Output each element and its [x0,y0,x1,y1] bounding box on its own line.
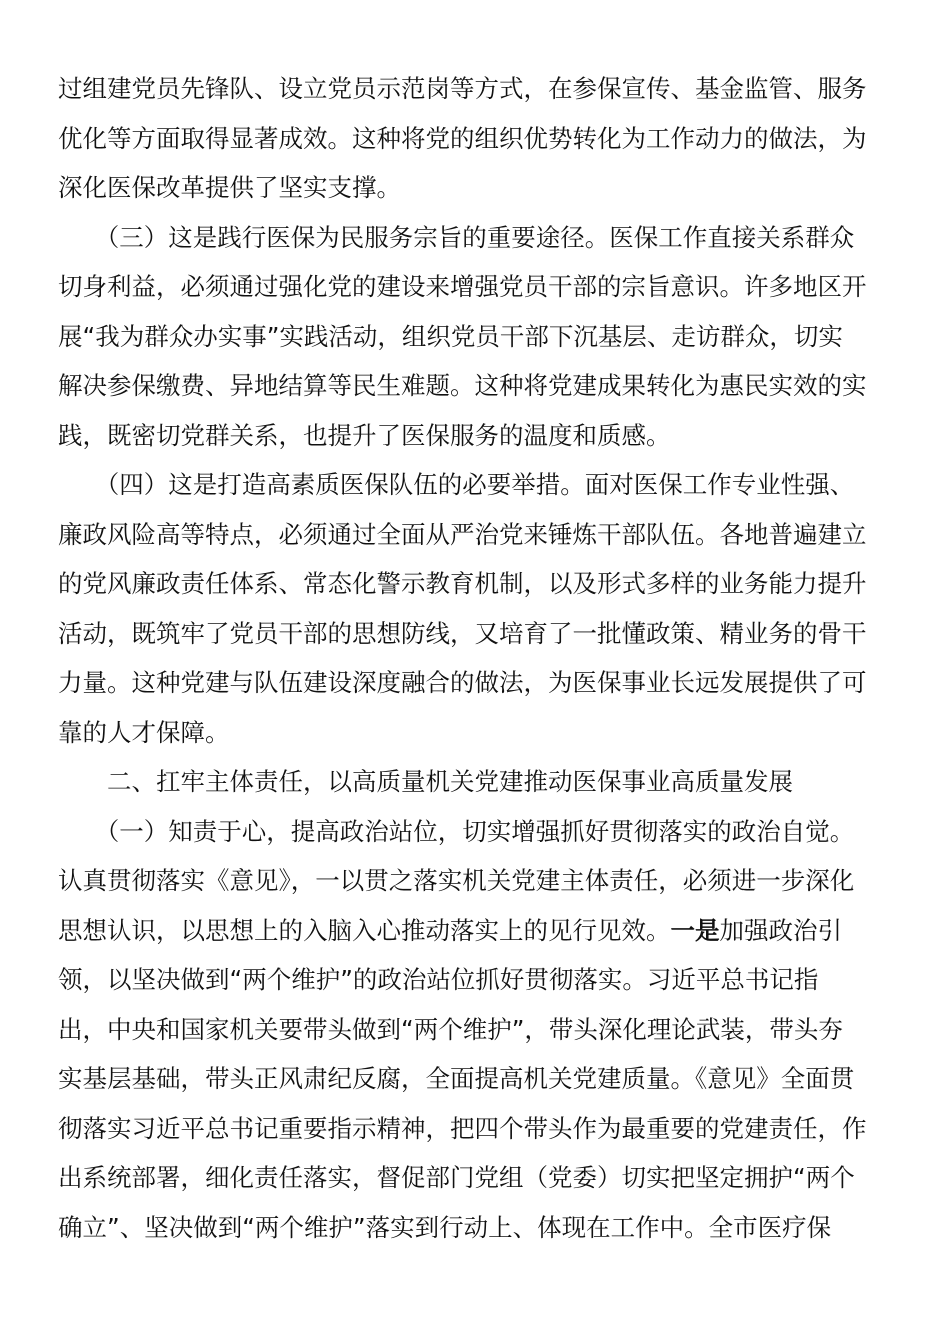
text-segment: 二、扛牢主体责任，以高质量机关党建推动医保事业高质量发展 [58,767,793,796]
text-line [58,609,878,659]
text-line [58,213,878,263]
text-segment: 加强政治引 [719,915,842,945]
text-segment: 认真贯彻落实《意见》，一以贯之落实机关党建主体责任，必须进一步深化 [58,866,855,895]
text-line [58,1005,878,1055]
text-line [58,262,878,312]
text-line [58,955,878,1005]
text-line [58,510,878,560]
text-segment: （三）这是践行医保为民服务宗旨的重要途径。医保工作直接关系群众 [58,222,855,252]
text-segment: 廉政风险高等特点，必须通过全面从严治党来锤炼干部队伍。各地普遍建立 [58,519,867,549]
text-segment: 力量。这种党建与队伍建设深度融合的做法，为医保事业长远发展提供了可 [58,668,867,697]
text-line [58,1104,878,1154]
text-line [58,559,878,609]
text-segment: 领，以坚决做到“两个维护”的政治站位抓好贯彻落实。习近平总书记指 [58,965,819,994]
text-line [58,1054,878,1104]
text-segment: 活动，既筑牢了党员干部的思想防线，又培育了一批懂政策、精业务的骨干 [58,618,867,648]
text-segment: 出系统部署，细化责任落实，督促部门党组（党委）切实把坚定拥护“两个 [58,1163,855,1192]
text-line [58,856,878,906]
text-line [58,1203,878,1253]
text-segment: 切身利益，必须通过强化党的建设来增强党员干部的宗旨意识。许多地区开 [58,272,867,301]
text-segment: （一）知责于心，提高政治站位，切实增强抓好贯彻落实的政治自觉。 [58,816,855,846]
text-segment: 思想认识，以思想上的入脑入心推动落实上的见行见效。 [58,915,671,945]
text-segment: 的党风廉政责任体系、常态化警示教育机制，以及形式多样的业务能力提升 [58,569,867,598]
text-segment: 彻落实习近平总书记重要指示精神，把四个带头作为最重要的党建责任，作 [58,1113,867,1143]
text-line [58,757,878,807]
text-segment: 靠的人才保障。 [58,717,230,747]
text-line [58,163,878,213]
text-segment: 过组建党员先锋队、设立党员示范岗等方式，在参保宣传、基金监管、服务 [58,74,867,103]
text-segment: 实基层基础，带头正风肃纪反腐，全面提高机关党建质量。《意见》全面贯 [58,1064,855,1093]
text-line [58,460,878,510]
text-segment: 确立”、坚决做到“两个维护”落实到行动上、体现在工作中。全市医疗保 [58,1212,832,1242]
text-line [58,807,878,857]
text-segment: 解决参保缴费、异地结算等民生难题。这种将党建成果转化为惠民实效的实 [58,371,867,400]
text-line [58,64,878,114]
text-line [58,906,878,956]
text-line [58,114,878,164]
text-segment: 践，既密切党群关系，也提升了医保服务的温度和质感。 [58,420,671,450]
text-segment: 优化等方面取得显著成效。这种将党的组织优势转化为工作动力的做法，为 [58,123,867,153]
text-segment: 深化医保改革提供了坚实支撑。 [58,173,401,202]
text-line [58,312,878,362]
text-segment: （四）这是打造高素质医保队伍的必要举措。面对医保工作专业性强、 [58,470,855,499]
text-line [58,658,878,708]
text-line [58,1153,878,1203]
document-body [58,64,878,1252]
text-segment: 出，中央和国家机关要带头做到“两个维护”，带头深化理论武装，带头夯 [58,1014,843,1044]
text-line [58,411,878,461]
text-segment: 展“我为群众办实事”实践活动，组织党员干部下沉基层、走访群众，切实 [58,321,843,351]
text-line [58,708,878,758]
text-line [58,361,878,411]
bold-text-segment: 一是 [670,915,720,945]
